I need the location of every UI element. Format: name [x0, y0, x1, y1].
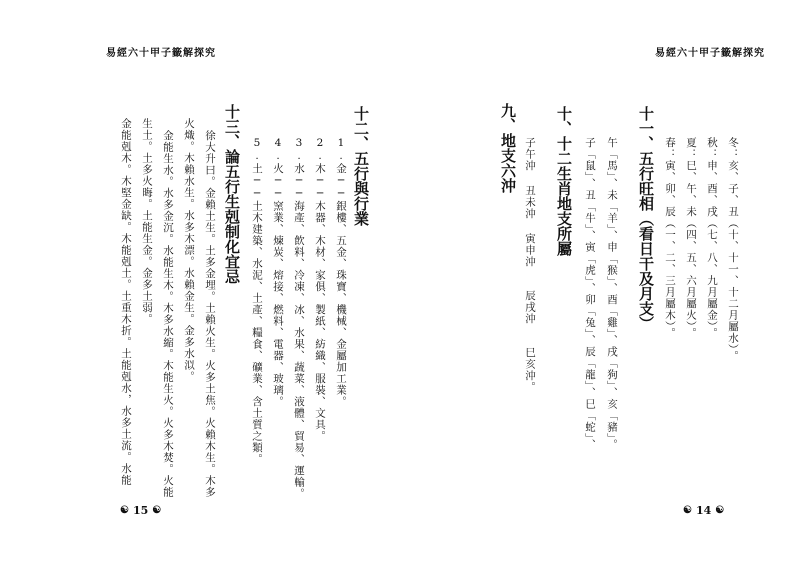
season-line: 冬：亥、子、丑（十、十一、十二月屬水）。	[727, 137, 739, 362]
section-11-title: 十一、五行旺相（看日干及月支）	[637, 106, 655, 331]
industry-line: 4.火──窯業、煉炭、熔接、燃料、電器、玻璃。	[272, 137, 284, 408]
yin-yang-icon: ☯	[152, 505, 162, 516]
season-line: 夏：巳、午、未（四、五、六月屬火）。	[685, 137, 697, 339]
section-12-title: 十二、五行與行業	[352, 106, 370, 226]
chong-pair: 寅申沖	[524, 233, 536, 268]
yin-yang-icon: ☯	[683, 505, 692, 516]
yin-yang-icon: ☯	[715, 505, 725, 516]
running-header: 易經六十甲子籤解探究	[106, 48, 216, 59]
zodiac-line: 子「鼠」、丑「牛」、寅「虎」、卯「兔」、辰「龍」、巳「蛇」、	[584, 137, 596, 451]
body-line: 金能生水。水多金沉。水能生木。木多水縮。木能生火。火多木焚。火能	[162, 130, 174, 498]
industry-line: 1.金──銀樓、五金、珠寶、機械、金屬加工業。	[335, 137, 347, 408]
body-line: 火熾。木賴水生。水多木漂。水賴金生。金多水泤。	[183, 118, 195, 383]
chong-pair: 辰戌沖	[524, 290, 536, 325]
industry-line: 2.木──木器、木材、家俱、製紙、紡織、服裝、文具。	[314, 137, 326, 442]
left-page	[0, 0, 396, 566]
industry-line: 3.水──海產、飲料、冷凍、冰、水果、蔬菜、液體、貿易、運輸。	[293, 137, 305, 500]
chong-pair: 巳亥沖。	[524, 347, 536, 393]
industry-line: 5.土──土木建築、水泥、土產、糧食、礦業、含土質之類。	[251, 137, 263, 465]
right-page	[397, 0, 793, 566]
chong-pair: 子午沖	[524, 137, 536, 172]
body-line: 金能剋木。木堅金缺。木能剋土。土重木折。土能剋水，水多土流。水能	[120, 118, 132, 486]
section-13-title: 十三、論五行生剋制化宜忌	[223, 104, 241, 284]
section-10-title: 十、十二生肖地支所屬	[555, 106, 573, 256]
page-number: ☯ 14 ☯	[683, 504, 725, 517]
season-line: 春：寅、卯、辰（一、二、三月屬木）。	[664, 137, 676, 339]
body-line: 生土。土多火晦。土能生金。金多土弱。	[141, 118, 153, 325]
running-header: 易經六十甲子籤解探究	[655, 48, 765, 59]
zodiac-line: 午「馬」、未「羊」、申「猴」、酉「雞」、戌「狗」、亥「豬」。	[606, 137, 618, 451]
body-line: 徐大升曰。金賴土生。土多金埋。土賴火生。火多土焦。火賴木生。木多	[204, 130, 216, 498]
chong-pair: 丑未沖	[524, 185, 536, 220]
yin-yang-icon: ☯	[120, 505, 129, 516]
page-number: ☯ 15 ☯	[120, 504, 162, 517]
section-9-title: 九、地支六沖	[499, 103, 517, 193]
season-line: 秋：申、酉、戌（七、八、九月屬金）。	[706, 137, 718, 339]
